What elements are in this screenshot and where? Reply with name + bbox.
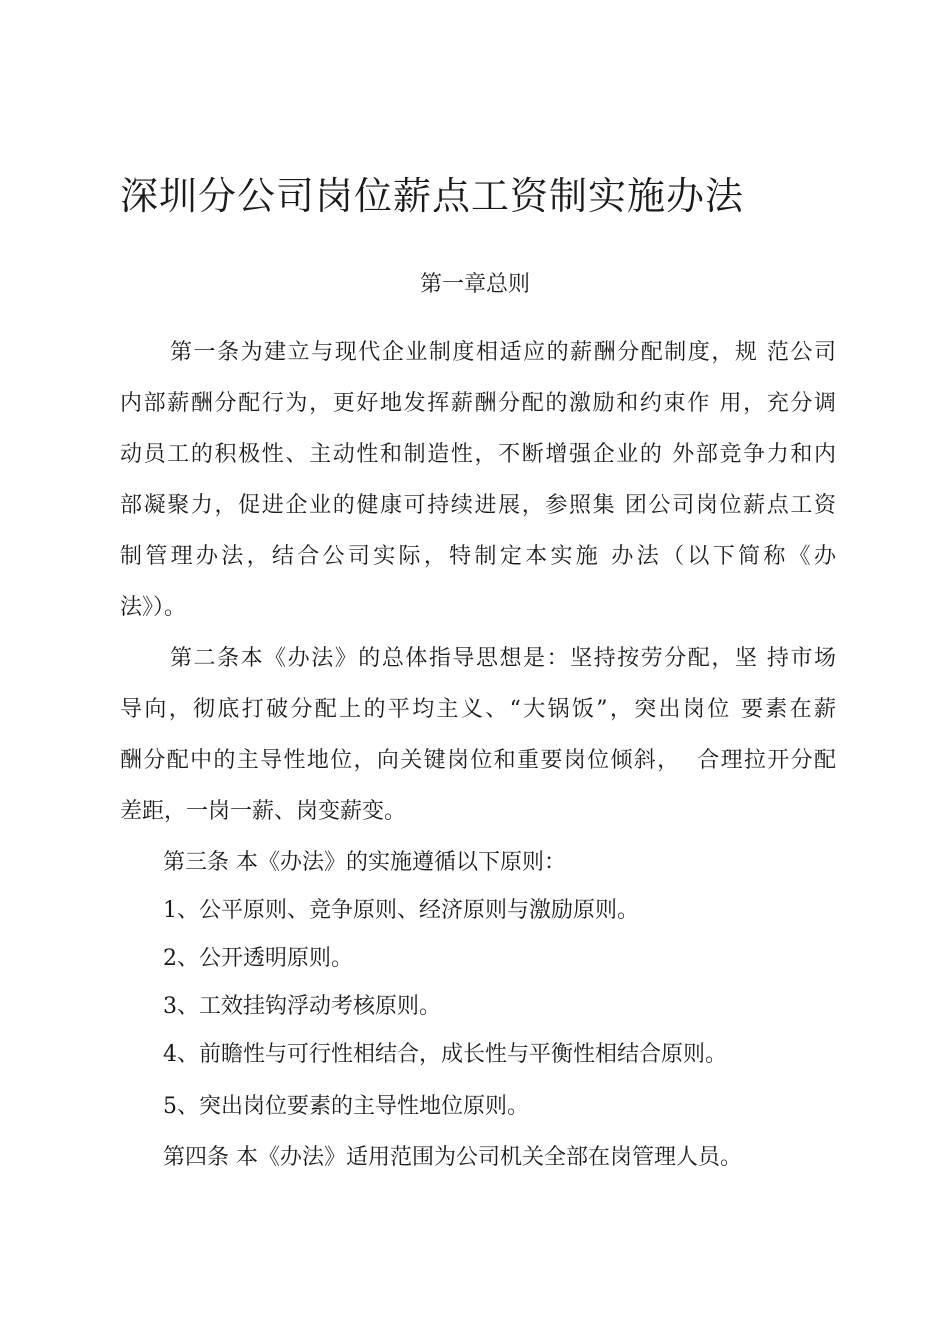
article-1-line: 部凝聚力，促进企业的健康可持续进展，参照集 团公司岗位薪点工资 [120, 493, 836, 518]
principle-item: 2、公开透明原则。 [163, 946, 353, 971]
article-1-line: 内部薪酬分配行为，更好地发挥薪酬分配的激励和约束作 用，充分调 [120, 391, 836, 416]
article-2-line: 第二条本《办法》的总体指导思想是：坚持按劳分配，坚 持市场 [170, 646, 836, 671]
article-1-line: 法》）。 [120, 595, 187, 620]
chapter-heading: 第一章总则 [420, 272, 531, 297]
principle-item: 5、突出岗位要素的主导性地位原则。 [163, 1094, 529, 1119]
article-2-line: 酬分配中的主导性地位，向关键岗位和重要岗位倾斜， 合理拉开分配 [120, 748, 836, 773]
document-title: 深圳分公司岗位薪点工资制实施办法 [120, 174, 745, 218]
article-3-intro: 第三条 本《办法》的实施遵循以下原则： [163, 850, 566, 875]
article-4-text: 第四条 本《办法》适用范围为公司机关全部在岗管理人员。 [163, 1145, 742, 1170]
article-1-line: 制管理办法，结合公司实际，特制定本实施 办法（以下简称《办 [120, 544, 836, 569]
article-1-line: 第一条为建立与现代企业制度相适应的薪酬分配制度，规 范公司 [170, 340, 836, 365]
article-2-line: 导向，彻底打破分配上的平均主义、“大锅饭”，突出岗位 要素在薪 [120, 697, 836, 722]
principle-item: 3、工效挂钩浮动考核原则。 [163, 994, 441, 1019]
article-1-line: 动员工的积极性、主动性和制造性，不断增强企业的 外部竞争力和内 [120, 442, 836, 467]
principle-item: 4、前瞻性与可行性相结合，成长性与平衡性相结合原则。 [163, 1042, 727, 1067]
article-2-line: 差距，一岗一薪、岗变薪变。 [120, 799, 407, 824]
principle-item: 1、公平原则、竞争原则、经济原则与激励原则。 [163, 898, 639, 923]
